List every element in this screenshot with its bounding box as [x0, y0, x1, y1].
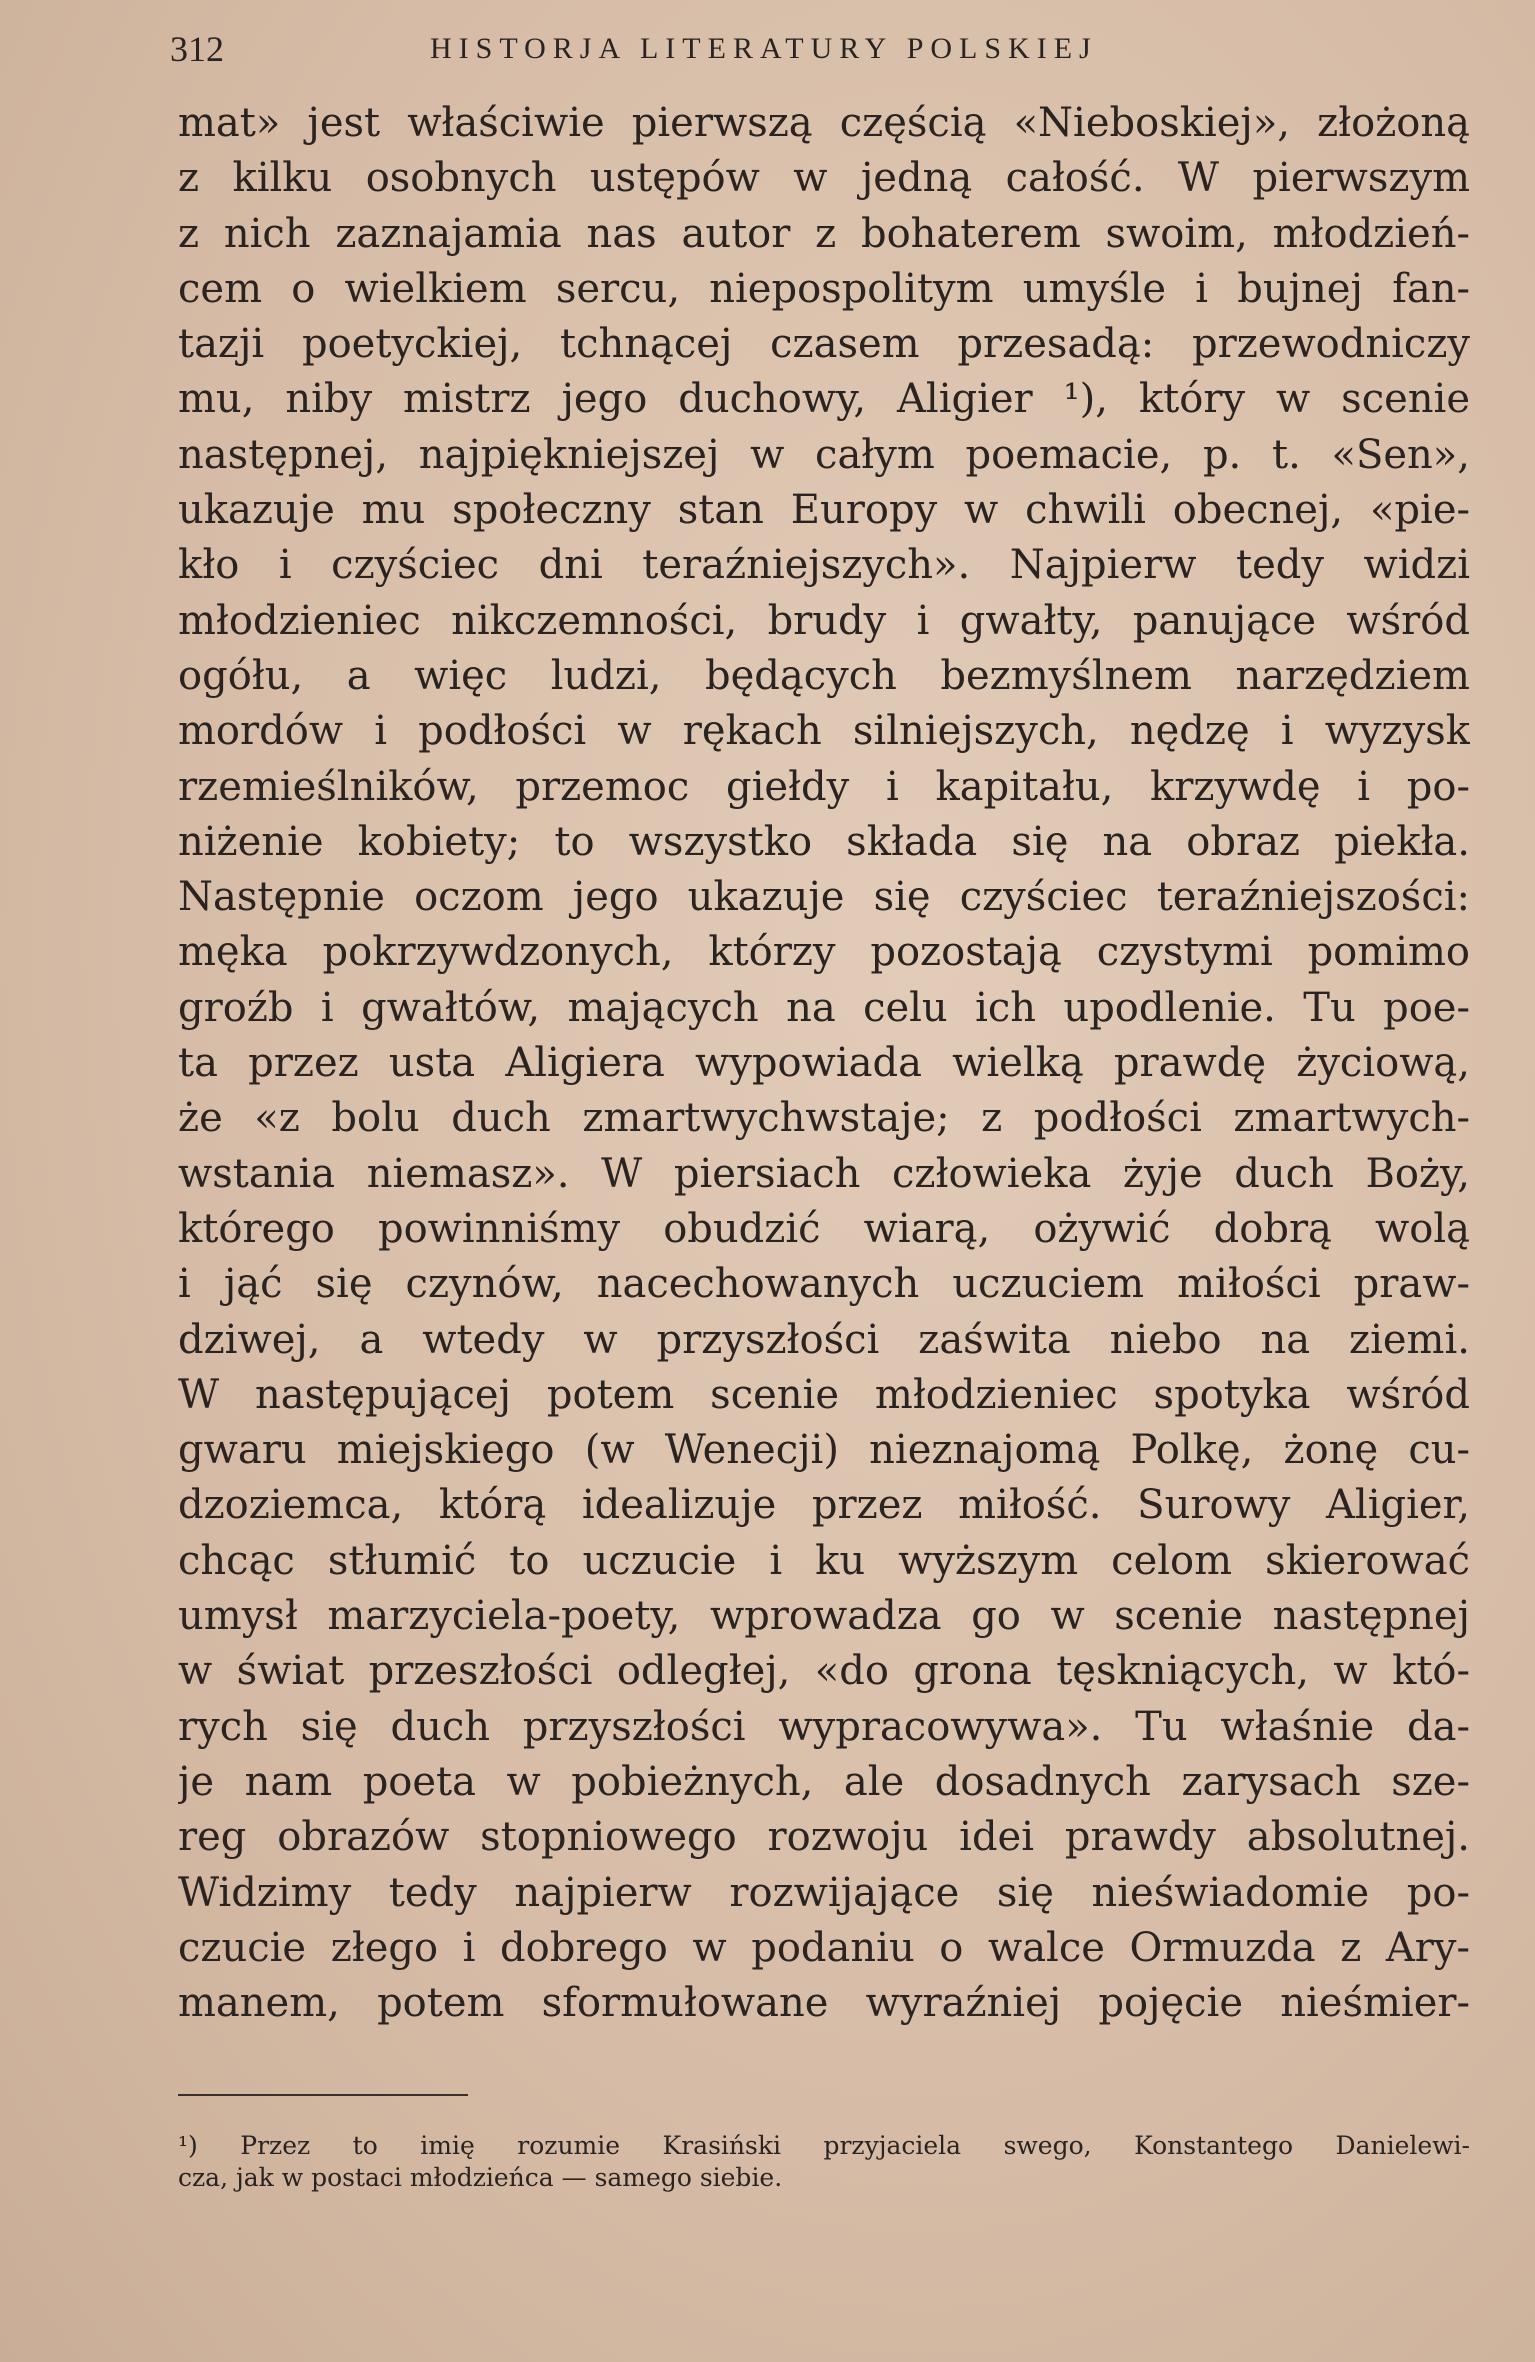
text-line: rzemieślników, przemoc giełdy i kapitału, krzywdę i po-	[178, 763, 1470, 810]
text-line: niżenie kobiety; to wszystko składa się na obraz piekła.	[178, 818, 1470, 865]
body-text	[178, 96, 1470, 2031]
page-number: 312	[170, 29, 224, 69]
text-line: tazji poetyckiej, tchnącej czasem przesadą: przewodniczy	[178, 321, 1470, 368]
text-line: cem o wielkiem sercu, niepospolitym umyśle i bujnej fan-	[178, 265, 1470, 312]
footnote-line: ¹) Przez to imię rozumie Krasiński przyjaciela swego, Konstantego Danielewi-	[178, 2131, 1470, 2160]
text-line: mat» jest właściwie pierwszą częścią «Nieboskiej», złożoną	[178, 100, 1470, 146]
text-line: młodzieniec nikczemności, brudy i gwałty, panujące wśród	[178, 597, 1470, 644]
text-line: mu, niby mistrz jego duchowy, Aligier ¹), który w scenie	[178, 376, 1470, 423]
text-line: ukazuje mu społeczny stan Europy w chwili obecnej, «pie-	[178, 487, 1470, 534]
text-line: z kilku osobnych ustępów w jedną całość. W pierwszym	[178, 155, 1470, 202]
text-line: i jąć się czynów, nacechowanych uczuciem miłości praw-	[178, 1261, 1470, 1308]
text-line: ogółu, a więc ludzi, będących bezmyślnem narzędziem	[178, 652, 1470, 699]
text-line: W następującej potem scenie młodzieniec spotyka wśród	[178, 1371, 1470, 1418]
text-line: chcąc stłumić to uczucie i ku wyższym celom skierować	[178, 1537, 1470, 1584]
text-line: rych się duch przyszłości wypracowywa». Tu właśnie da-	[178, 1703, 1470, 1750]
text-line: Widzimy tedy najpierw rozwijające się nieświadomie po-	[178, 1869, 1470, 1916]
text-line: gwaru miejskiego (w Wenecji) nieznajomą Polkę, żonę cu-	[178, 1427, 1470, 1474]
page-header	[170, 28, 1470, 78]
text-line: manem, potem sformułowane wyraźniej pojęcie nieśmier-	[178, 1980, 1470, 2027]
text-line: groźb i gwałtów, mających na celu ich upodlenie. Tu poe-	[178, 984, 1470, 1031]
running-head: HISTORJA LITERATURY POLSKIEJ	[430, 32, 1098, 65]
text-line: czucie złego i dobrego w podaniu o walce Ormuzda z Ary-	[178, 1924, 1470, 1971]
text-line: z nich zaznajamia nas autor z bohaterem swoim, młodzień-	[178, 210, 1470, 257]
text-line: że «z bolu duch zmartwychwstaje; z podłości zmartwych-	[178, 1095, 1470, 1142]
text-line: dzoziemca, którą idealizuje przez miłość. Surowy Aligier,	[178, 1482, 1470, 1529]
text-line: w świat przeszłości odległej, «do grona tęskniących, w któ-	[178, 1648, 1470, 1695]
footnote-line: cza, jak w postaci młodzieńca — samego siebie.	[178, 2163, 783, 2192]
footnote-rule	[178, 2094, 468, 2096]
text-line: reg obrazów stopniowego rozwoju idei prawdy absolutnej.	[178, 1814, 1470, 1861]
text-line: którego powinniśmy obudzić wiarą, ożywić dobrą wolą	[178, 1205, 1470, 1252]
text-line: kło i czyściec dni teraźniejszych». Najpierw tedy widzi	[178, 542, 1470, 589]
text-line: ta przez usta Aligiera wypowiada wielką prawdę życiową,	[178, 1040, 1470, 1087]
text-line: mordów i podłości w rękach silniejszych, nędzę i wyzysk	[178, 708, 1470, 755]
footnotes	[178, 2130, 1470, 2194]
text-line: dziwej, a wtedy w przyszłości zaświta niebo na ziemi.	[178, 1316, 1470, 1363]
text-line: męka pokrzywdzonych, którzy pozostają czystymi pomimo	[178, 929, 1470, 976]
text-line: następnej, najpiękniejszej w całym poemacie, p. t. «Sen»,	[178, 431, 1470, 478]
text-line: je nam poeta w pobieżnych, ale dosadnych zarysach sze-	[178, 1758, 1470, 1805]
text-line: wstania niemasz». W piersiach człowieka żyje duch Boży,	[178, 1150, 1470, 1197]
text-line: Następnie oczom jego ukazuje się czyściec teraźniejszości:	[178, 874, 1470, 921]
text-line: umysł marzyciela-poety, wprowadza go w scenie następnej	[178, 1593, 1470, 1640]
